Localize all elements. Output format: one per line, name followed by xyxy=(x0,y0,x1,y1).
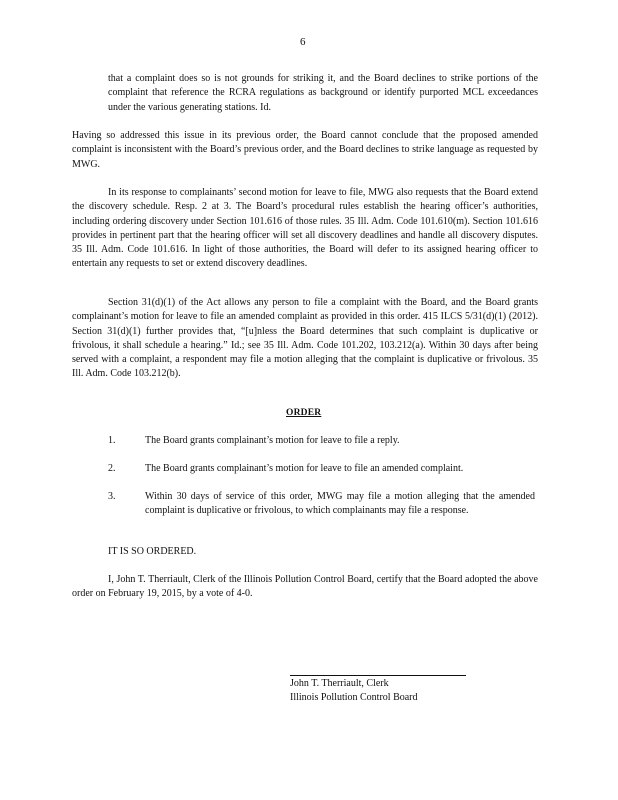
signature-name: John T. Therriault, Clerk xyxy=(290,678,389,689)
paragraph-continuation: that a complaint does so is not grounds for striking it, and the Board declines to strike portions of the complaint that reference the RCRA regulations as background or identify purported MCL exceedances under the various generating stations. Id. xyxy=(108,73,538,113)
order-heading: ORDER xyxy=(286,408,322,418)
page-number: 6 xyxy=(300,36,306,48)
signature-block xyxy=(290,677,418,705)
order-item-text: The Board grants complainant’s motion for leave to file an amended complaint. xyxy=(145,463,464,474)
order-item-text: The Board grants complainant’s motion for leave to file a reply. xyxy=(145,435,400,446)
paragraph-so-addressed: Having so addressed this issue in its previous order, the Board cannot conclude that the proposed amended complaint is inconsistent with the Board’s previous order, and the Board declines to strike language as requested by MWG. xyxy=(72,130,538,170)
order-item-number: 2. xyxy=(108,463,116,474)
certification-paragraph: I, John T. Therriault, Clerk of the Illinois Pollution Control Board, certify that the Board adopted the above order on February 19, 2015, by a vote of 4-0. xyxy=(72,574,538,600)
paragraph-section-31: Section 31(d)(1) of the Act allows any person to file a complaint with the Board, and the Board grants complainant’s motion for leave to file an amended complaint as provided in this order. 415 ILCS 5/31(d)(1) (2012). Section 31(d)(1) further provides that, “[u]nless the Board determines that such complaint is duplicative or frivolous, it shall schedule a hearing.” Id.; see 35 Ill. Adm. Code 101.202, 103.212(a). Within 30 days after being served with a complaint, a respondent may file a motion alleging that the complaint is duplicative or frivolous. 35 Ill. Adm. Code 103.212(b). xyxy=(72,297,538,380)
paragraph-discovery: In its response to complainants’ second motion for leave to file, MWG also requests that the Board extend the discovery schedule. Resp. 2 at 3. The Board’s procedural rules establish the hearing officer’s authorities, including ordering discovery under Section 101.616 of those rules. 35 Ill. Adm. Code 101.610(m). Section 101.616 provides in pertinent part that the hearing officer will set all discovery deadlines and handle all discovery disputes. 35 Ill. Adm. Code 101.616. In light of those authorities, the Board will defer to its assigned hearing officer to entertain any requests to set or extend discovery deadlines. xyxy=(72,187,538,270)
order-item-number: 3. xyxy=(108,491,116,502)
order-item-text: Within 30 days of service of this order, MWG may file a motion alleging that the amended complaint is duplicative or frivolous, to which complainants may file a response. xyxy=(145,491,535,516)
so-ordered: IT IS SO ORDERED. xyxy=(108,546,197,557)
signature-org: Illinois Pollution Control Board xyxy=(290,692,418,703)
order-item-number: 1. xyxy=(108,435,116,446)
signature-line xyxy=(290,675,466,676)
